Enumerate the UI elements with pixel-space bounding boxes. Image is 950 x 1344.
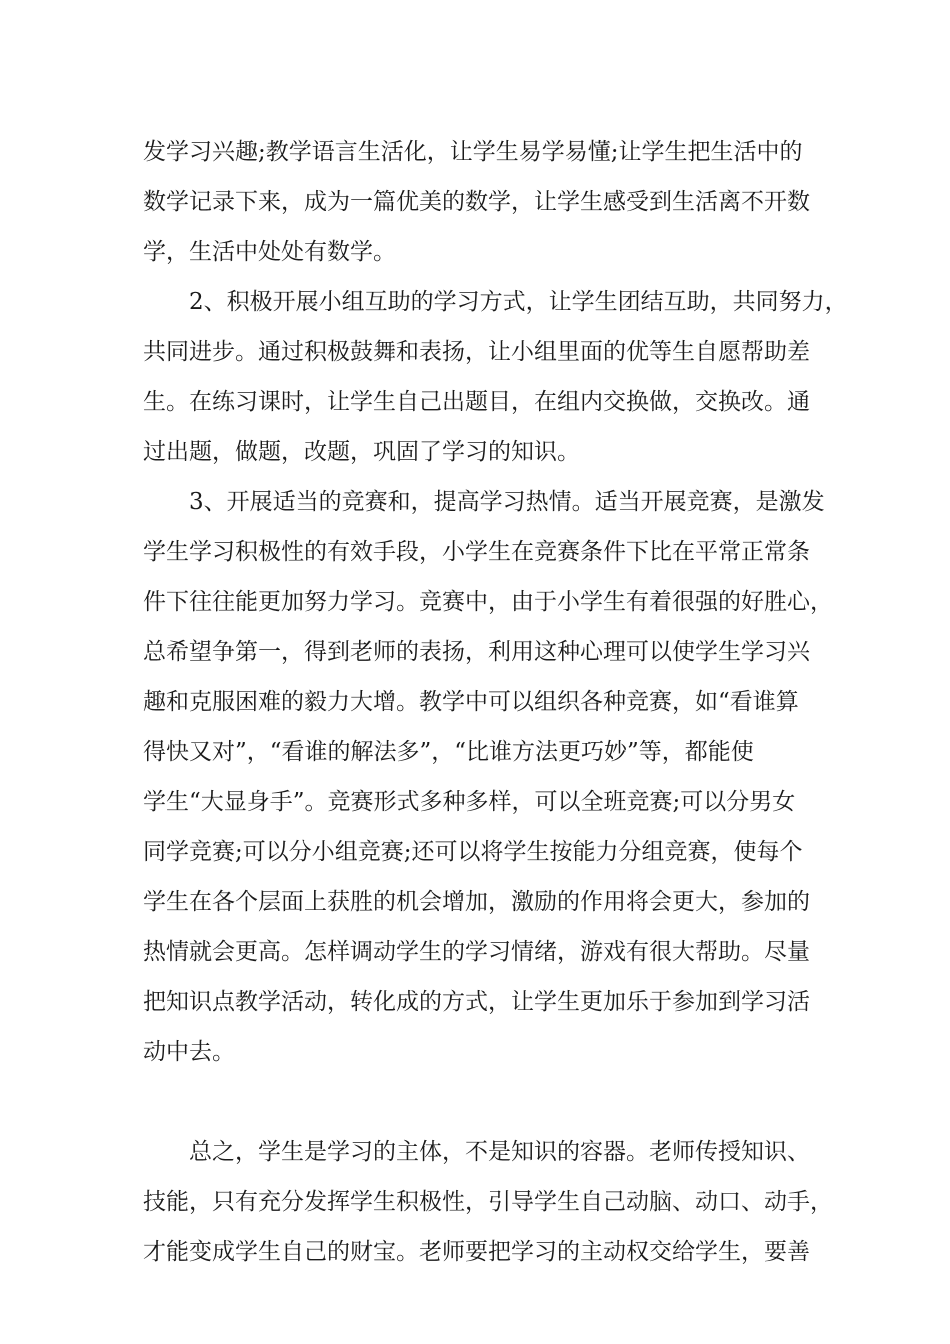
text-line: 数学记录下来，成为一篇优美的数学，让学生感受到生活离不开数 — [143, 189, 810, 215]
paragraph-1 — [143, 127, 815, 277]
text-line: 件下往往能更加努力学习。竞赛中，由于小学生有着很强的好胜心， — [143, 589, 833, 615]
document-body — [143, 127, 848, 1277]
text-line: 3、开展适当的竞赛和，提高学习热情。适当开展竞赛，是激发 — [143, 489, 825, 515]
paragraph-2 — [143, 277, 848, 477]
text-line: 趣和克服困难的毅力大增。教学中可以组织各种竞赛，如“看谁算 — [143, 689, 799, 715]
text-line: 热情就会更高。怎样调动学生的学习情绪，游戏有很大帮助。尽量 — [143, 939, 810, 965]
text-line: 动中去。 — [143, 1039, 235, 1065]
paragraph-4 — [143, 1127, 833, 1277]
text-line: 总希望争第一，得到老师的表扬，利用这种心理可以使学生学习兴 — [143, 639, 810, 665]
text-line — [143, 1077, 815, 1127]
text-line: 总之，学生是学习的主体，不是知识的容器。老师传授知识、 — [143, 1139, 810, 1165]
text-line: 发学习兴趣;教学语言生活化，让学生易学易懂;让学生把生活中的 — [143, 139, 803, 165]
text-line: 过出题，做题，改题，巩固了学习的知识。 — [143, 439, 580, 465]
text-line: 同学竞赛;可以分小组竞赛;还可以将学生按能力分组竞赛，使每个 — [143, 839, 803, 865]
text-line: 生。在练习课时，让学生自己出题目，在组内交换做，交换改。通 — [143, 389, 810, 415]
text-line: 共同进步。通过积极鼓舞和表扬，让小组里面的优等生自愿帮助差 — [143, 339, 810, 365]
paragraph-3 — [143, 477, 833, 1127]
text-line: 技能，只有充分发挥学生积极性，引导学生自己动脑、动口、动手， — [143, 1189, 833, 1215]
text-line: 学，生活中处处有数学。 — [143, 239, 396, 265]
text-line: 学生在各个层面上获胜的机会增加，激励的作用将会更大，参加的 — [143, 889, 810, 915]
text-line: 学生学习积极性的有效手段，小学生在竞赛条件下比在平常正常条 — [143, 539, 810, 565]
text-line: 得快又对”，“看谁的解法多”，“比谁方法更巧妙”等，都能使 — [143, 739, 754, 765]
text-line: 把知识点教学活动，转化成的方式，让学生更加乐于参加到学习活 — [143, 989, 810, 1015]
text-line: 2、积极开展小组互助的学习方式，让学生团结互助，共同努力， — [143, 289, 848, 315]
text-line: 才能变成学生自己的财宝。老师要把学习的主动权交给学生，要善 — [143, 1239, 810, 1265]
text-line: 学生“大显身手”。竞赛形式多种多样，可以全班竞赛;可以分男女 — [143, 789, 796, 815]
